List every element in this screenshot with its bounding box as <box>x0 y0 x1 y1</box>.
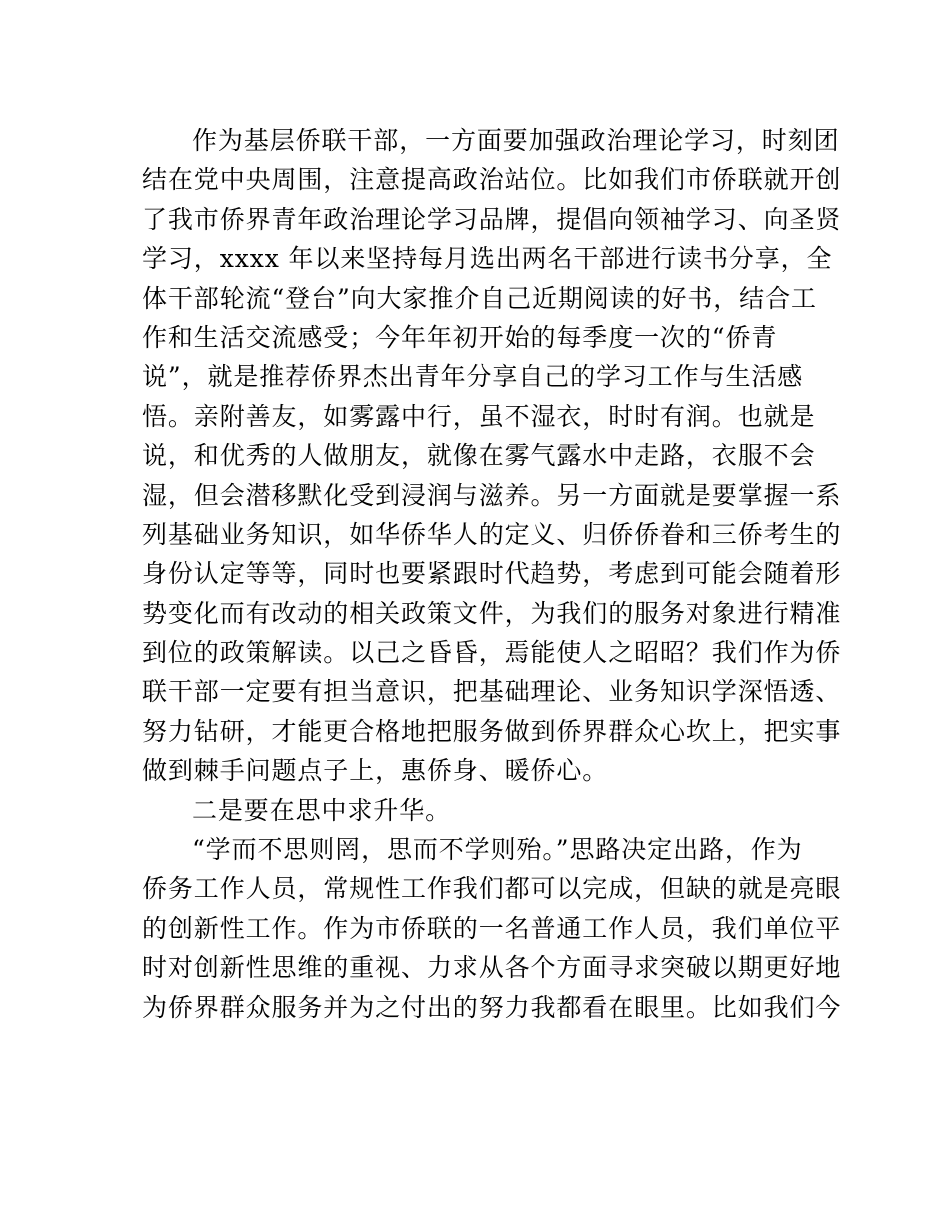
paragraph-line: 悟。亲附善友，如雾露中行，虽不湿衣，时时有润。也就是 <box>142 401 816 431</box>
paragraph-line: 做到棘手问题点子上，惠侨身、暖侨心。 <box>142 756 609 786</box>
paragraph-line: 说，和优秀的人做朋友，就像在雾气露水中走路，衣服不会 <box>142 441 816 471</box>
paragraph-line: 势变化而有改动的相关政策文件，为我们的服务对象进行精准 <box>142 598 842 628</box>
paragraph-line: 结在党中央周围，注意提高政治站位。比如我们市侨联就开创 <box>142 165 842 195</box>
paragraph-line: 身份认定等等，同时也要紧跟时代趋势，考虑到可能会随着形 <box>142 559 842 589</box>
paragraph-line: 作为基层侨联干部，一方面要加强政治理论学习，时刻团 <box>192 126 840 155</box>
paragraph-line: 湿，但会潜移默化受到浸润与滋养。另一方面就是要掌握一系 <box>142 480 842 510</box>
paragraph-line: 努力钻研，才能更合格地把服务做到侨界群众心坎上，把实事 <box>142 716 842 746</box>
paragraph-line: 时对创新性思维的重视、力求从各个方面寻求突破以期更好地 <box>142 953 842 983</box>
paragraph-line: 到位的政策解读。以己之昏昏，焉能使人之昭昭？我们作为侨 <box>142 638 842 668</box>
paragraph-line: 作和生活交流感受；今年年初开始的每季度一次的“侨青 <box>142 322 778 352</box>
paragraph-line: 为侨界群众服务并为之付出的努力我都看在眼里。比如我们今 <box>142 992 842 1022</box>
paragraph-line: 学习，xxxx 年以来坚持每月选出两名干部进行读书分享，全 <box>142 244 833 274</box>
section-heading: 二是要在思中求升华。 <box>192 795 452 825</box>
paragraph-line: 了我市侨界青年政治理论学习品牌，提倡向领袖学习、向圣贤 <box>142 204 842 234</box>
paragraph-line: 侨务工作人员，常规性工作我们都可以完成，但缺的就是亮眼 <box>142 874 842 904</box>
paragraph-line: 说”，就是推荐侨界杰出青年分享自己的学习工作与生活感 <box>142 362 804 392</box>
paragraph-line: 联干部一定要有担当意识，把基础理论、业务知识学深悟透、 <box>142 677 842 707</box>
document-body <box>142 121 842 1027</box>
paragraph-line: 列基础业务知识，如华侨华人的定义、归侨侨眷和三侨考生的 <box>142 519 842 549</box>
paragraph-line: “学而不思则罔，思而不学则殆。”思路决定出路，作为 <box>192 835 803 865</box>
paragraph-line: 的创新性工作。作为市侨联的一名普通工作人员，我们单位平 <box>142 913 842 943</box>
paragraph-line: 体干部轮流“登台”向大家推介自己近期阅读的好书，结合工 <box>142 283 817 313</box>
